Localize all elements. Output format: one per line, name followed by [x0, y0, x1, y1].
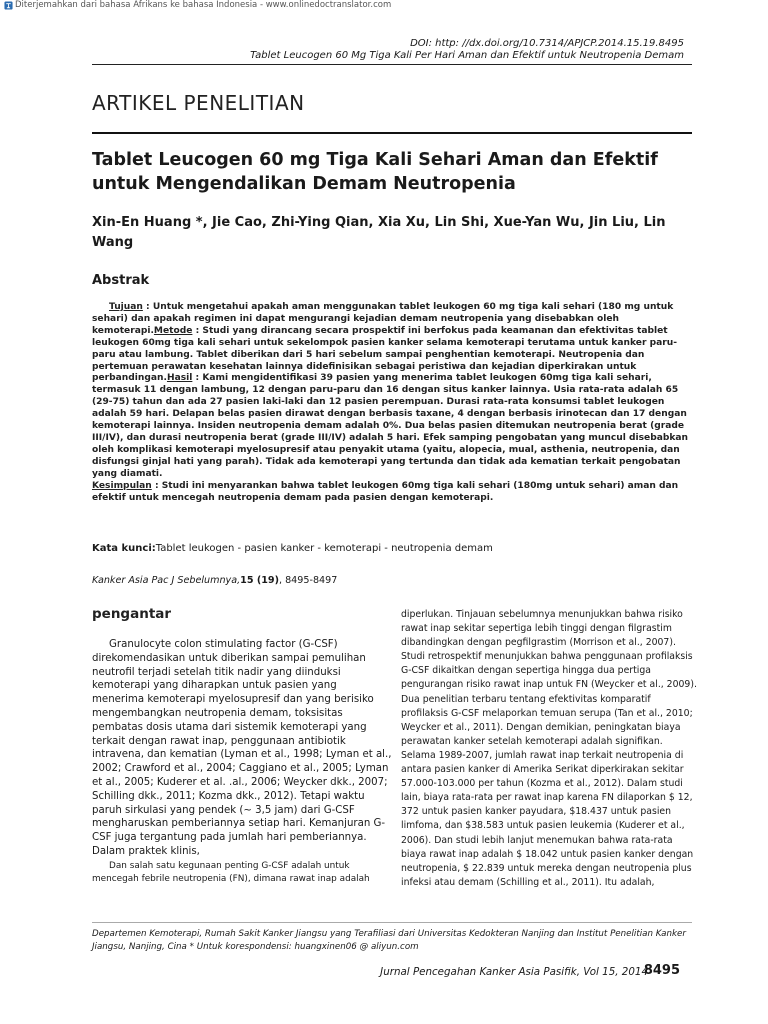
header-rule — [92, 64, 692, 65]
translator-banner[interactable] — [4, 0, 391, 10]
keywords-label: Kata kunci: — [92, 543, 156, 554]
doi-line: DOI: http: //dx.doi.org/10.7314/APJCP.2014.15.19.8495 — [410, 38, 684, 49]
footer-rule — [92, 922, 692, 923]
section-label: ARTIKEL PENELITIAN — [92, 91, 305, 115]
abstract-results-label: Hasil — [166, 373, 193, 384]
running-title: Tablet Leucogen 60 Mg Tiga Kali Per Hari Aman dan Efektif untuk Neutropenia Demam — [250, 50, 684, 61]
abstract-objective-text: : Untuk mengetahui apakah aman menggunakan tablet leukogen 60 mg tiga kali sehari (180 mg untuk sehari) dan apakah regimen ini dapat mengurangi kejadian demam neutropenia yang disebabkan oleh kemoterapi. — [92, 302, 674, 336]
citation-journal: Kanker Asia Pac J Sebelumnya, — [92, 575, 241, 586]
abstract-conclusion-label: Kesimpulan — [92, 480, 152, 491]
abstract-conclusion-text: : Studi ini menyarankan bahwa tablet leukogen 60mg tiga kali sehari (180mg untuk sehari) aman dan efektif untuk mencegah neutropenia demam pada pasien dengan kemoterapi. — [92, 480, 679, 503]
author-list: Xin-En Huang *, Jie Cao, Zhi-Ying Qian, Xia Xu, Lin Shi, Xue-Yan Wu, Jin Liu, Lin Wang — [92, 215, 666, 250]
article-title: Tablet Leucogen 60 mg Tiga Kali Sehari Aman dan Efektif untuk Mengendalikan Demam Neutropenia — [92, 150, 658, 194]
abstract-methods-label: Metode — [153, 325, 193, 336]
body-right-column — [401, 608, 697, 890]
affiliation-note: Departemen Kemoterapi, Rumah Sakit Kanker Jiangsu yang Terafiliasi dari Universitas Kedokteran Nanjing dan Institut Penelitian Kanker Jiangsu, Nanjing, Cina * Untuk korespondensi: huangxinen06 @ aliyun.com — [92, 929, 686, 952]
page-number: 8495 — [643, 963, 680, 978]
intro-paragraph-2: Dan salah satu kegunaan penting G-CSF adalah untuk mencegah febrile neutropenia (FN), dimana rawat inap adalah — [92, 860, 370, 885]
abstract-objective-label: Tujuan — [109, 302, 143, 312]
citation — [92, 575, 337, 586]
intro-paragraph-1: Granulocyte colon stimulating factor (G-CSF) direkomendasikan untuk diberikan sampai pemulihan neutrofil terjadi setelah titik nadir yang diinduksi kemoterapi yang diharapkan untuk pasien yang menerima kemoterapi myelosupresif dan yang berisiko mengembangkan neutropenia demam, toksisitas pembatas dosis utama dari sistemik kemoterapi yang terkait dengan rawat inap, penggunaan antibiotik intravena, dan kematian (Lyman et al., 1998; Lyman et al., 2002; Crawford et al., 2004; Caggiano et al., 2005; Lyman et al., 2005; Kuderer et al. .al., 2006; Weycker dkk., 2007; Schilling dkk., 2011; Kozma dkk., 2012). Tetapi waktu paruh sirkulasi yang pendek (~ 3,5 jam) dari G-CSF mengharuskan pemberiannya setiap hari. Kemanjuran G-CSF juga tergantung pada jumlah hari pemberiannya. Dalam praktek klinis, — [92, 639, 392, 857]
banner-text[interactable]: Diterjemahkan dari bahasa Afrikans ke bahasa Indonesia - www.onlinedoctranslator.com — [15, 0, 392, 10]
abstract-methods-text: : Studi yang dirancang secara prospektif ini berfokus pada keamanan dan efektivitas tablet leukogen 60mg tiga kali sehari untuk sekelompok pasien kanker selama kemoterapi terutama untuk kanker paru-paru atau lambung. Tablet diberikan dari 5 hari sebelum sampai penghentian kemoterapi. Neutropenia dan pertemuan perawatan kesehatan lainnya didefinisikan sebagai peristiwa dan kejadian diperkirakan untuk perbandingan. — [92, 325, 677, 384]
body-left-column — [92, 606, 392, 887]
abstract-body — [92, 302, 692, 504]
citation-pages: , 8495-8497 — [278, 575, 338, 586]
footer-journal: Jurnal Pencegahan Kanker Asia Pasifik, Vol 15, 2014 — [380, 966, 648, 978]
keywords — [92, 543, 493, 554]
abstract-results-text: : Kami mengidentifikasi 39 pasien yang menerima tablet leukogen 60mg tiga kali sehari, termasuk 11 dengan lambung, 12 dengan paru-paru dan 16 dengan situs kanker lainnya. Usia rata-rata adalah 65 (29-75) tahun dan ada 27 pasien laki-laki dan 12 pasien perempuan. Durasi rata-rata konsumsi tablet leukogen adalah 59 hari. Delapan belas pasien dirawat dengan berbasis taxane, 4 dengan berbasis irinotecan dan 17 dengan kemoterapi lainnya. Insiden neutropenia demam adalah 0%. Dua belas pasien ditemukan neutropenia berat (grade III/IV), dan durasi neutropenia berat (grade III/IV) adalah 5 hari. Efek samping pengobatan yang muncul disebabkan oleh komplikasi kemoterapi myelosupresif atau penyakit utama (yaitu, alopecia, mual, asthenia, neutropenia, dan disfungsi ginjal hati yang parah). Tidak ada kemoterapi yang tertunda dan tidak ada kematian terkait pengobatan yang diamati. — [92, 373, 689, 479]
abstract-heading: Abstrak — [92, 273, 150, 288]
section-rule — [92, 132, 692, 134]
citation-volume: 15 (19) — [240, 575, 279, 586]
intro-right-paragraph: diperlukan. Tinjauan sebelumnya menunjukkan bahwa risiko rawat inap sekitar sepertiga lebih tinggi dengan filgrastim dibandingkan dengan pegfilgrastim (Morrison et al., 2007). Studi retrospektif menunjukkan bahwa penggunaan profilaksis G-CSF dikaitkan dengan sepertiga hingga dua pertiga pengurangan risiko rawat inap untuk FN (Weycker et al., 2009). Dua penelitian terbaru tentang efektivitas komparatif profilaksis G-CSF melaporkan temuan serupa (Tan et al., 2010; Weycker et al., 2011). Dengan demikian, peningkatan biaya perawatan kanker setelah kemoterapi adalah signifikan. Selama 1989-2007, jumlah rawat inap terkait neutropenia di antara pasien kanker di Amerika Serikat diperkirakan sekitar 57.000-103.000 per tahun (Kozma et al., 2012). Dalam studi lain, biaya rata-rata per rawat inap karena FN dilaporkan $ 12, 372 untuk pasien kanker payudara, $18.437 untuk pasien limfoma, dan $38.583 untuk pasien leukemia (Kuderer et al., 2006). Dan studi lebih lanjut menemukan bahwa rata-rata biaya rawat inap adalah $ 18.042 untuk pasien kanker dengan neutropenia, $ 22.839 untuk mereka dengan neutropenia plus infeksi atau demam (Schilling et al., 2011). Itu adalah, — [401, 609, 697, 888]
intro-heading: pengantar — [92, 606, 172, 622]
keywords-text: Tablet leukogen - pasien kanker - kemoterapi - neutropenia demam — [155, 543, 493, 554]
translate-icon — [4, 1, 13, 10]
